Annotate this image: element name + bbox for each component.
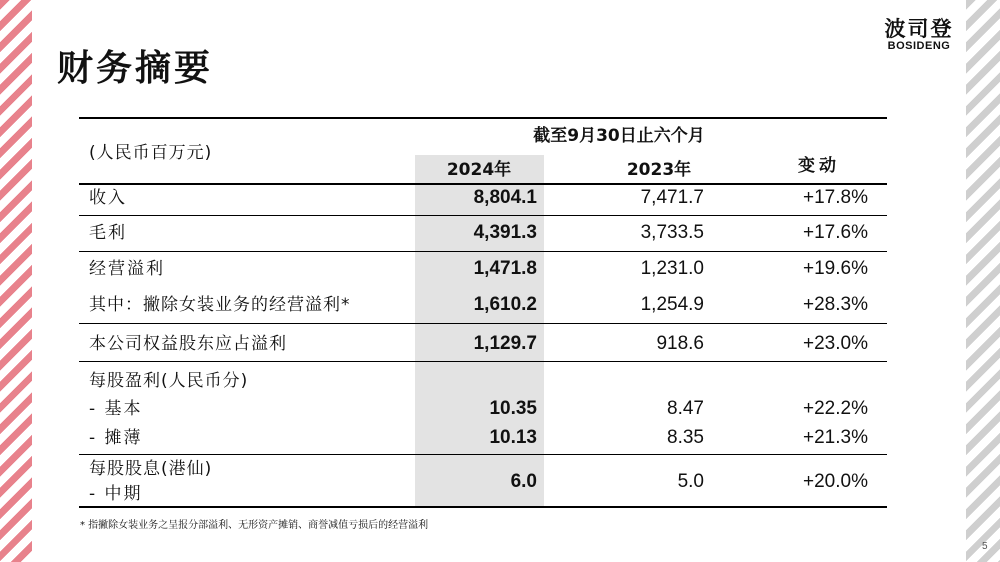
cell-eps-basic-change: +22.2%	[803, 398, 868, 419]
column-header-2024: 2024年	[446, 160, 512, 180]
row-label-gross-profit: 毛利	[89, 223, 127, 243]
row-rule	[79, 323, 887, 324]
row-rule	[79, 215, 887, 216]
cell-profit-attributable-2023: 918.6	[656, 333, 704, 354]
cell-operating-profit-2024: 1,471.8	[473, 258, 537, 279]
cell-profit-attributable-2024: 1,129.7	[473, 333, 537, 354]
cell-eps-diluted-2024: 10.13	[489, 427, 537, 448]
header-rule	[79, 183, 887, 185]
cell-profit-attributable-change: +23.0%	[803, 333, 868, 354]
company-logo	[872, 18, 966, 53]
row-label-revenue: 收入	[89, 188, 127, 208]
cell-eps-diluted-change: +21.3%	[803, 427, 868, 448]
cell-dps-interim-2024: 6.0	[510, 471, 537, 492]
page-number: 5	[982, 541, 988, 552]
cell-dps-interim-2023: 5.0	[677, 471, 704, 492]
row-label-profit-attributable: 本公司权益股东应占溢利	[89, 334, 287, 354]
logo-chinese: 波司登	[884, 17, 954, 41]
cell-op-excl-2024: 1,610.2	[473, 294, 537, 315]
table-top-rule	[79, 117, 887, 119]
unit-label: (人民币百万元)	[89, 143, 213, 163]
left-stripe-decoration	[0, 0, 32, 562]
cell-revenue-change: +17.8%	[803, 187, 868, 208]
row-label-eps-diluted: - 摊薄	[89, 428, 143, 448]
right-stripe-decoration	[966, 0, 1000, 562]
cell-operating-profit-change: +19.6%	[803, 258, 868, 279]
cell-operating-profit-2023: 1,231.0	[640, 258, 704, 279]
footnote: * 指撇除女装业务之呈报分部溢利、无形资产摊销、商誉减值亏损后的经营溢利	[80, 520, 429, 531]
page-title: 财务摘要	[57, 47, 214, 89]
financial-summary-table	[79, 117, 887, 508]
logo-english: BOSIDENG	[887, 40, 951, 52]
row-label-eps: 每股盈利(人民币分)	[89, 371, 249, 391]
cell-dps-interim-change: +20.0%	[803, 471, 868, 492]
cell-revenue-2024: 8,804.1	[473, 187, 537, 208]
row-label-operating-profit: 经营溢利	[89, 259, 165, 279]
cell-revenue-2023: 7,471.7	[640, 187, 704, 208]
cell-op-excl-2023: 1,254.9	[640, 294, 704, 315]
cell-eps-basic-2023: 8.47	[667, 398, 704, 419]
row-rule	[79, 454, 887, 455]
row-label-eps-basic: - 基本	[89, 399, 143, 419]
cell-eps-basic-2024: 10.35	[489, 398, 537, 419]
row-rule	[79, 361, 887, 362]
column-header-change: 变动	[798, 156, 840, 176]
row-label-dps: 每股股息(港仙)	[89, 459, 213, 479]
column-header-2023: 2023年	[626, 160, 692, 180]
row-label-dps-interim: - 中期	[89, 484, 143, 504]
row-label-operating-profit-excl-womenswear: 其中：撇除女装业务的经营溢利*	[89, 295, 351, 315]
table-bottom-rule	[79, 506, 887, 508]
cell-gross-profit-2024: 4,391.3	[473, 222, 537, 243]
row-rule	[79, 251, 887, 252]
cell-eps-diluted-2023: 8.35	[667, 427, 704, 448]
cell-gross-profit-change: +17.6%	[803, 222, 868, 243]
cell-op-excl-change: +28.3%	[803, 294, 868, 315]
cell-gross-profit-2023: 3,733.5	[640, 222, 704, 243]
period-header: 截至9月30日止六个月	[533, 126, 705, 146]
